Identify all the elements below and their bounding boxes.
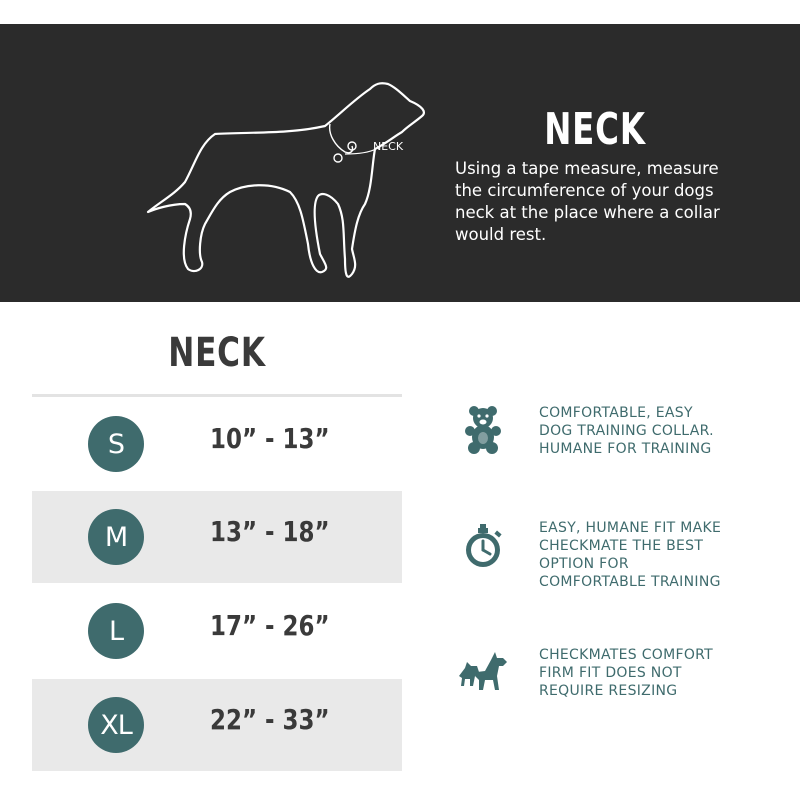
feature-line: REQUIRE RESIZING xyxy=(539,683,678,699)
size-badge: L xyxy=(88,603,144,659)
dogs-icon xyxy=(455,646,511,696)
banner-title: NECK xyxy=(544,104,646,155)
size-table-title: NECK xyxy=(168,330,266,376)
hero-banner xyxy=(0,24,800,302)
size-range: 13” - 18” xyxy=(210,515,330,548)
size-range: 22” - 33” xyxy=(210,703,330,736)
size-row-s xyxy=(32,398,402,490)
size-badge: M xyxy=(88,509,144,565)
size-row-l xyxy=(32,585,402,677)
neck-callout-label: NECK xyxy=(373,140,404,153)
size-row-xl xyxy=(32,679,402,771)
stopwatch-icon xyxy=(455,519,511,569)
feature-line: COMFORTABLE, EASY xyxy=(539,405,693,421)
feature-text xyxy=(539,646,779,700)
feature-line: CHECKMATES COMFORT xyxy=(539,647,714,663)
dog-outline-illustration xyxy=(140,54,440,304)
size-row-m xyxy=(32,491,402,583)
size-badge: XL xyxy=(88,697,144,753)
teddy-bear-icon xyxy=(455,404,511,454)
size-table-divider xyxy=(32,394,402,397)
feature-line: EASY, HUMANE FIT MAKE xyxy=(539,520,722,536)
feature-line: FIRM FIT DOES NOT xyxy=(539,665,682,681)
feature-line: HUMANE FOR TRAINING xyxy=(539,441,712,457)
size-badge: S xyxy=(88,416,144,472)
banner-description: Using a tape measure, measure the circumference of your dogs neck at the place where a collar would rest. xyxy=(455,159,720,244)
feature-text xyxy=(539,404,779,458)
feature-text xyxy=(539,519,779,591)
size-range: 10” - 13” xyxy=(210,422,330,455)
feature-line: CHECKMATE THE BEST xyxy=(539,538,704,554)
feature-line: COMFORTABLE TRAINING xyxy=(539,574,721,590)
size-range: 17” - 26” xyxy=(210,609,330,642)
feature-line: DOG TRAINING COLLAR. xyxy=(539,423,714,439)
feature-line: OPTION FOR xyxy=(539,556,629,572)
